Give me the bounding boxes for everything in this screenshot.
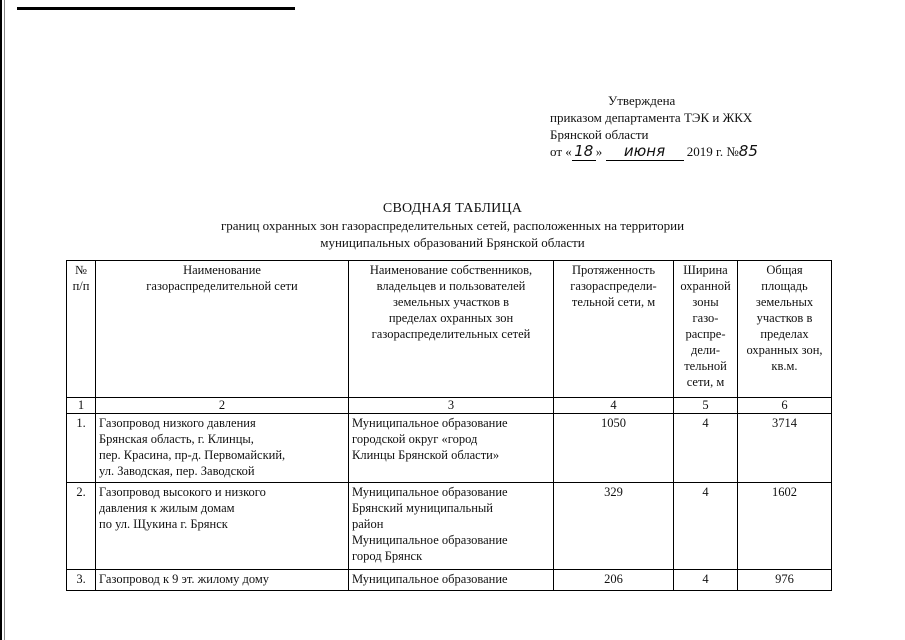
approval-line-2: Брянской области [550,127,649,142]
order-number-prefix: № [726,144,739,159]
column-number: 6 [738,398,832,414]
owners: Муниципальное образование Брянский муниципальный район Муниципальное образование город Брянск [349,483,554,570]
total-area: 976 [738,570,832,591]
document-heading [0,200,905,251]
date-mid: » [595,144,603,159]
column-number: 3 [349,398,554,414]
zone-width: 4 [674,570,738,591]
approval-line-1: приказом департамента ТЭК и ЖКХ [550,110,753,125]
table-row [67,570,832,591]
date-month: июня [606,143,684,161]
network-name: Газопровод высокого и низкого давления к жилым домам по ул. Щукина г. Брянск [96,483,349,570]
header-zone-width: Ширина охранной зоны газо- распре- дели- тельной сети, м [674,261,738,398]
owners: Муниципальное образование [349,570,554,591]
top-rule [17,7,295,10]
document-title: СВОДНАЯ ТАБЛИЦА [382,201,523,216]
header-total-area: Общая площадь земельных участков в пределах охранных зон, кв.м. [738,261,832,398]
row-number: 1. [67,414,96,483]
document-subtitle-line-2: муниципальных образований Брянской области [320,235,585,250]
scan-edge-shadow [4,0,5,640]
column-number: 4 [554,398,674,414]
row-number: 3. [67,570,96,591]
table-header-row [67,261,832,398]
date-year: 2019 г. [686,144,724,159]
approval-block [550,92,758,161]
scan-edge [0,0,2,640]
header-length: Протяженность газораспредели- тельной сети, м [554,261,674,398]
network-length: 1050 [554,414,674,483]
table-row [67,414,832,483]
network-name: Газопровод низкого давления Брянская область, г. Клинцы, пер. Красина, пр-д. Первомайский, ул. Заводская, пер. Заводской [96,414,349,483]
approval-date-line [550,143,758,161]
document-subtitle-line-1: границ охранных зон газораспределительных сетей, расположенных на территории [220,218,685,233]
network-length: 206 [554,570,674,591]
header-owners: Наименование собственников, владельцев и пользователей земельных участков в пределах охранных зон газораспределительных сетей [349,261,554,398]
network-length: 329 [554,483,674,570]
date-prefix: от « [550,144,572,159]
table-row [67,483,832,570]
summary-table [66,260,832,591]
column-number: 2 [96,398,349,414]
header-number: № п/п [67,261,96,398]
order-number: 85 [738,142,758,160]
column-number: 5 [674,398,738,414]
column-number-row [67,398,832,414]
date-day: 18 [572,143,596,161]
column-number: 1 [67,398,96,414]
approval-title: Утверждена [608,93,676,108]
header-network-name: Наименование газораспределительной сети [96,261,349,398]
owners: Муниципальное образование городской округ «город Клинцы Брянской области» [349,414,554,483]
total-area: 3714 [738,414,832,483]
zone-width: 4 [674,414,738,483]
total-area: 1602 [738,483,832,570]
zone-width: 4 [674,483,738,570]
network-name: Газопровод к 9 эт. жилому дому [96,570,349,591]
row-number: 2. [67,483,96,570]
